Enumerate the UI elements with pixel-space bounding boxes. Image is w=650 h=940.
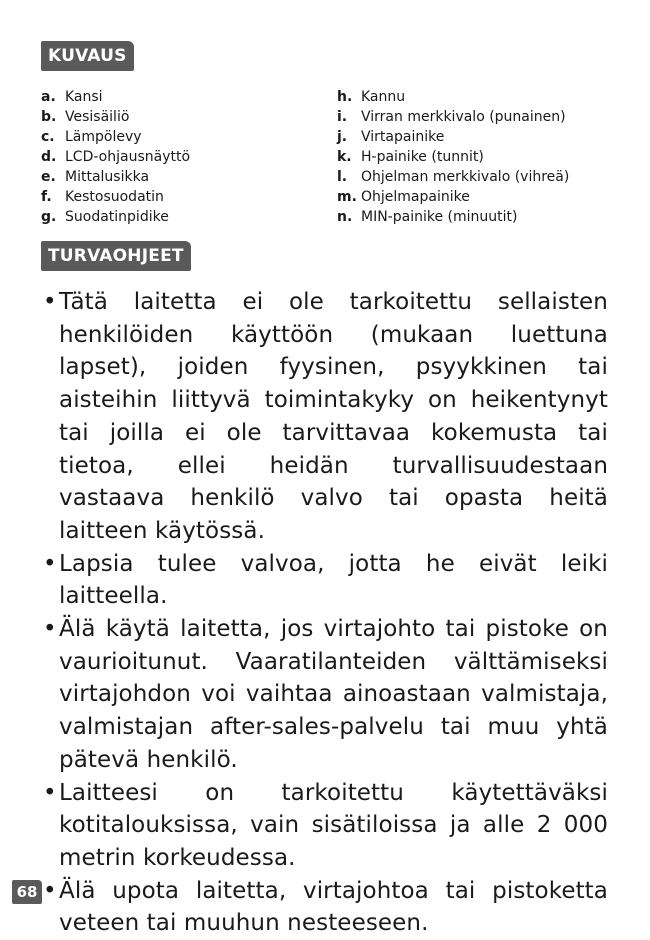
bullet-icon: • — [43, 550, 57, 577]
list-item: l. Ohjelman merkkivalo (vihreä) — [337, 169, 570, 185]
bullet-icon: • — [43, 289, 57, 315]
page-number: 68 — [12, 880, 42, 904]
list-item: d. LCD-ohjausnäyttö — [41, 149, 191, 165]
list-item: g. Suodatinpidike — [41, 209, 169, 225]
list-item: b. Vesisäiliö — [41, 109, 130, 125]
list-item: h. Kannu — [337, 89, 406, 105]
list-item: j. Virtapainike — [337, 129, 445, 145]
list-item: c. Lämpölevy — [41, 129, 142, 145]
safety-instructions-list — [41, 286, 608, 940]
safety-item: • Älä käytä laitetta, jos virtajohto tai pistoke on vaurioitunut. Vaaratilanteiden välttämiseksi virtajohdon voi vaihtaa ainoastaan valmistaja, valmistajan after-sales-palvelu tai muu yhtä pätevä henkilö. — [41, 613, 608, 777]
list-item: k. H-painike (tunnit) — [337, 149, 484, 165]
list-item: m. Ohjelmapainike — [337, 189, 470, 205]
bullet-icon: • — [43, 877, 57, 904]
bullet-icon: • — [43, 779, 57, 806]
list-item: i. Virran merkkivalo (punainen) — [337, 109, 566, 125]
parts-list-left — [41, 87, 190, 227]
section-heading-safety: TURVAOHJEET — [41, 241, 191, 271]
list-item: e. Mittalusikka — [41, 169, 150, 185]
safety-item: • Älä upota laitetta, virtajohtoa tai pistoketta veteen tai muuhun nesteeseen. — [41, 875, 608, 940]
safety-item: • Laitteesi on tarkoitettu käytettäväksi kotitalouksissa, vain sisätiloissa ja alle 2 000 metrin korkeudessa. — [41, 777, 608, 875]
list-item: f. Kestosuodatin — [41, 189, 164, 205]
safety-item: • Tätä laitetta ei ole tarkoitettu sellaisten henkilöiden käyttöön (mukaan luettuna lapset), joiden fyysinen, psyykkinen tai aisteihin liittyvä toimintakyky on heikentynyt tai joilla ei ole tarvittavaa kokemusta tai tietoa, ellei heidän turvallisuudestaan vastaava henkilö valvo tai opasta heitä laitteen käytössä. — [41, 286, 608, 548]
list-item: n. MIN-painike (minuutit) — [337, 209, 518, 225]
safety-item: • Lapsia tulee valvoa, jotta he eivät leiki laitteella. — [41, 548, 608, 613]
parts-list-right — [337, 87, 569, 227]
section-heading-description: KUVAUS — [41, 41, 134, 71]
list-item: a. Kansi — [41, 89, 103, 105]
bullet-icon: • — [43, 616, 57, 643]
